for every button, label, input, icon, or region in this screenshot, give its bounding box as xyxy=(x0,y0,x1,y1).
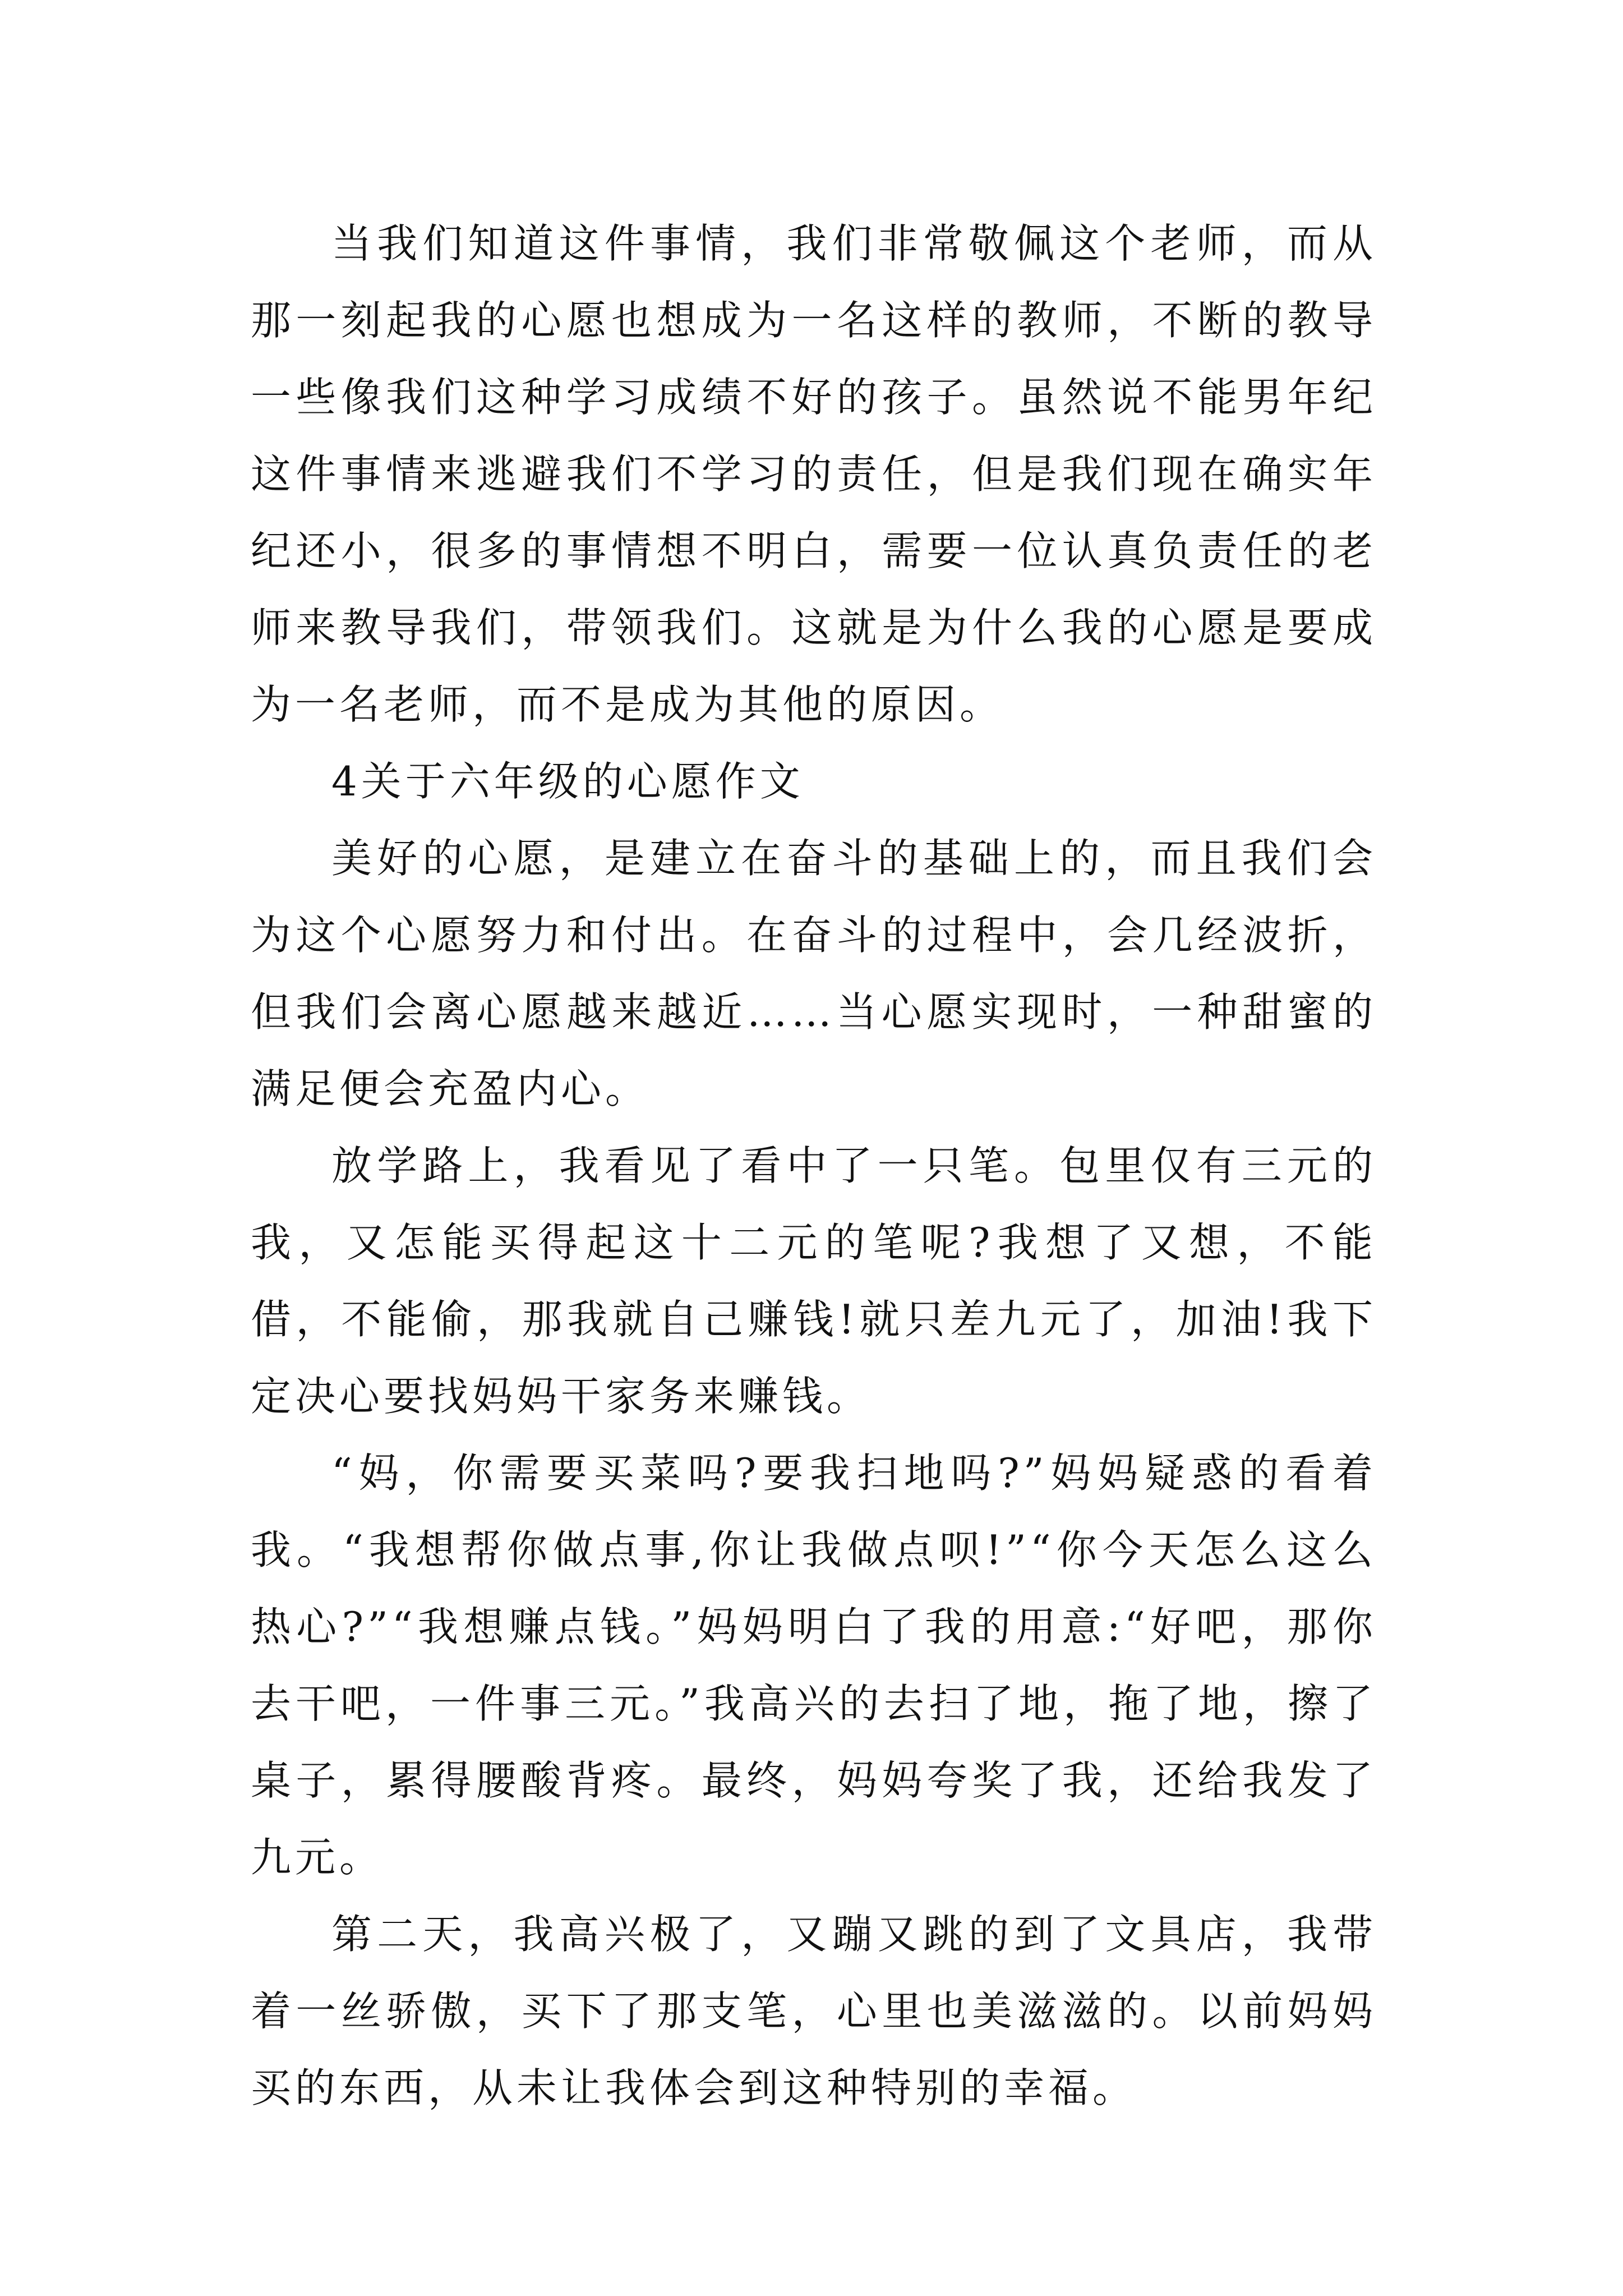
paragraph-next-day: 第二天，我高兴极了，又蹦又跳的到了文具店，我带着一丝骄傲，买下了那支笔，心里也美滋滋的。以前妈妈买的东西，从未让我体会到这种特别的幸福。 xyxy=(251,1911,1377,2111)
paragraph-pen: 放学路上，我看见了看中了一只笔。包里仅有三元的我，又怎能买得起这十二元的笔呢?我想了又想，不能借，不能偷，那我就自己赚钱!就只差九元了，加油!我下定决心要找妈妈干家务来赚钱。 xyxy=(251,1142,1377,1420)
paragraph-intro: 美好的心愿，是建立在奋斗的基础上的，而且我们会为这个心愿努力和付出。在奋斗的过程中，会几经波折，但我们会离心愿越来越近……当心愿实现时，一种甜蜜的满足便会充盈内心。 xyxy=(251,835,1377,1112)
paragraph-chores: “妈，你需要买菜吗?要我扫地吗?”妈妈疑惑的看着我。“我想帮你做点事,你让我做点呗!”“你今天怎么这么热心?”“我想赚点钱。”妈妈明白了我的用意:“好吧，那你去干吧，一件事三元。”我高兴的去扫了地，拖了地，擦了桌子，累得腰酸背疼。最终，妈妈夸奖了我，还给我发了九元。 xyxy=(251,1450,1377,1881)
section-heading: 4关于六年级的心愿作文 xyxy=(331,758,804,805)
paragraph-teacher-wish: 当我们知道这件事情，我们非常敬佩这个老师，而从那一刻起我的心愿也想成为一名这样的教师，不断的教导一些像我们这种学习成绩不好的孩子。虽然说不能男年纪这件事情来逃避我们不学习的责任，但是我们现在确实年纪还小，很多的事情想不明白，需要一位认真负责任的老师来教导我们，带领我们。这就是为什么我的心愿是要成为一名老师，而不是成为其他的原因。 xyxy=(251,220,1377,728)
body-text xyxy=(251,205,1377,2127)
